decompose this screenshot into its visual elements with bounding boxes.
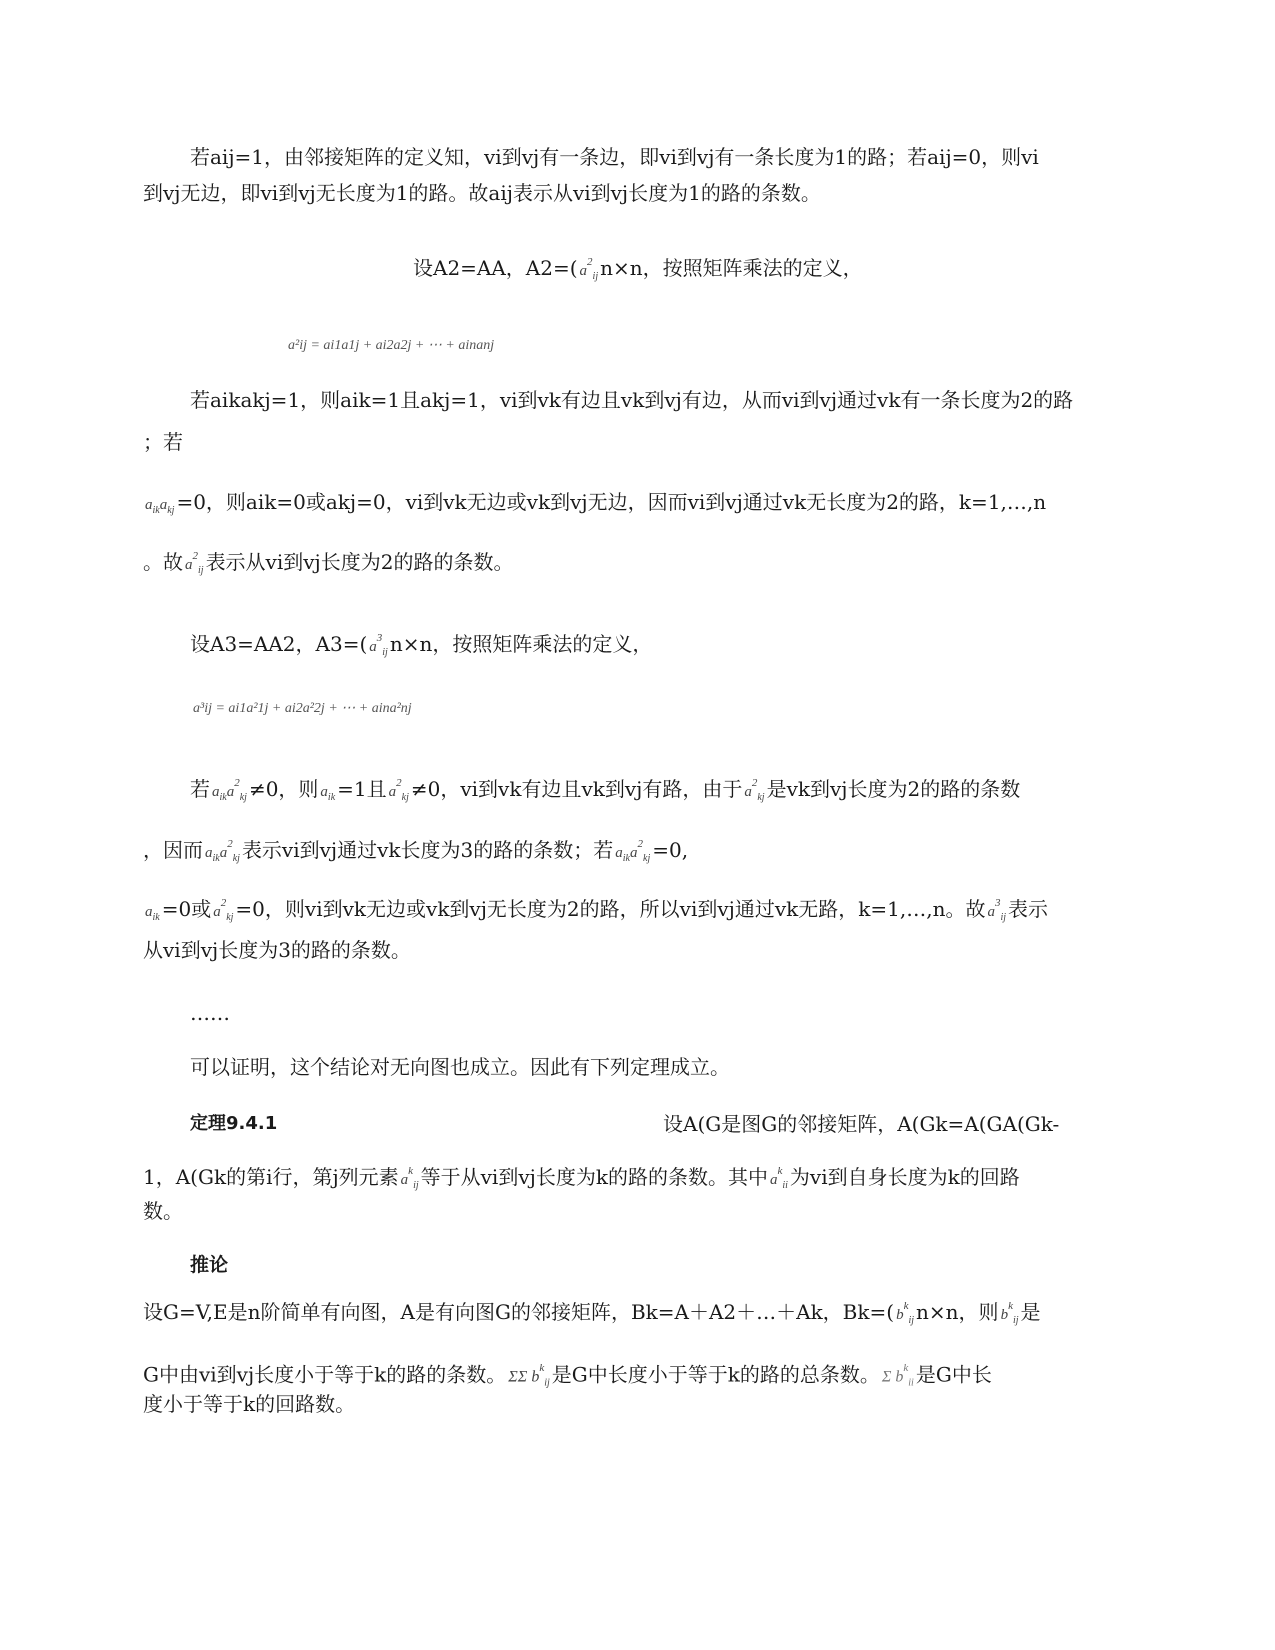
theorem-l2a: 1，A(Gk的第i行，第j列元素	[143, 1165, 399, 1189]
a-ij-3-symbol: $a^3_{ij}$	[369, 632, 388, 658]
aik-akj2-symbol: $a_{ik}a^2_{kj}$	[615, 838, 651, 864]
akj-2-symbol: $a^2_{kj}$	[213, 897, 234, 923]
corollary-l1c: 是	[1020, 1300, 1041, 1324]
p2-pre: 设A2=AA，A2=(	[413, 256, 578, 280]
a-ii-k-symbol: $a^k_{ii}$	[769, 1165, 788, 1191]
corollary-line2	[143, 1360, 992, 1396]
theorem-line3: 数。	[143, 1199, 183, 1223]
aik-akj2-symbol: $a_{ik}a^2_{kj}$	[212, 777, 247, 803]
theorem-line2	[143, 1163, 1020, 1198]
corollary-l1a: 设G=V,E是n阶简单有向图，A是有向图G的邻接矩阵，Bk=A＋A2＋…＋Ak，Bk=(	[143, 1300, 895, 1324]
a-ij-2-symbol: $a^2_{ij}$	[579, 256, 599, 282]
b-ij-k-symbol: $b^k_{ij}$	[896, 1300, 915, 1326]
p5-l1a: 若	[190, 777, 210, 801]
theorem-l2c: 为vi到自身长度为k的回路	[789, 1165, 1020, 1189]
akj-2-symbol: $a^2_{kj}$	[744, 777, 765, 803]
equation-a2: a²ij = ai1a1j + ai2a2j + ⋯ + ainanj	[288, 338, 495, 353]
double-sum-b-ij-k-symbol: ΣΣ $b^k_{ij}$	[508, 1362, 550, 1389]
p3-line4-pre: 。故	[143, 550, 183, 574]
p5-l3a: =0或	[161, 897, 212, 921]
p2-line	[413, 254, 863, 289]
theorem-l2b: 等于从vi到vj长度为k的路的条数。其中	[420, 1165, 768, 1189]
p5-l3c: 表示	[1008, 897, 1049, 921]
corollary-l1b: n×n，则	[916, 1300, 999, 1324]
p3-line2: ；若	[143, 430, 183, 454]
p5-l3b: =0，则vi到vk无边或vk到vj无长度为2的路，所以vi到vj通过vk无路，k=1,…,n。故	[235, 897, 986, 921]
p3-line1: 若aikakj=1，则aik=1且akj=1，vi到vk有边且vk到vj有边，从而vi到vj通过vk有一条长度为2的路	[190, 388, 1074, 412]
p1-line1: 若aij=1，由邻接矩阵的定义知，vi到vj有一条边，即vi到vj有一条长度为1的路；若aij=0，则vi	[190, 145, 1039, 169]
p5-l2a: ，因而	[143, 838, 203, 862]
p5-l1e: 是vk到vj长度为2的路的条数	[766, 777, 1021, 801]
p3-line4	[143, 548, 513, 583]
a-ij-2-symbol: $a^2_{ij}$	[185, 550, 204, 576]
corollary-l2c: 是G中长	[915, 1362, 992, 1387]
theorem-line1: 设A(G是图G的邻接矩阵，A(Gk=A(GA(Gk-	[663, 1112, 1060, 1136]
p3-line3	[143, 490, 1046, 523]
p5-l2c: =0,	[652, 838, 689, 862]
p3-line3-text: =0，则aik=0或akj=0，vi到vk无边或vk到vj无边，因而vi到vj通过vk无长度为2的路，k=1,…,n	[176, 490, 1047, 514]
p3-line4-post: 表示从vi到vj长度为2的路的条数。	[205, 550, 514, 574]
theorem-label: 定理9.4.1	[190, 1113, 278, 1134]
a-ij-3-symbol: $a^3_{ij}$	[987, 897, 1007, 923]
akj-2-symbol: $a^2_{kj}$	[388, 777, 409, 803]
aik-symbol: $a_{ik}$	[320, 784, 336, 803]
corollary-l2b: 是G中长度小于等于k的路的总条数。	[551, 1362, 880, 1387]
p4-post: n×n，按照矩阵乘法的定义，	[389, 632, 653, 656]
p5-line2	[143, 836, 688, 871]
corollary-l2a: G中由vi到vj长度小于等于k的路的条数。	[143, 1362, 507, 1387]
sum-b-ii-k-symbol: Σ $b^k_{ii}$	[881, 1362, 914, 1389]
aik-symbol: $a_{ik}$	[145, 904, 160, 923]
p2-post: n×n，按照矩阵乘法的定义，	[600, 256, 863, 280]
ellipsis: ……	[190, 1001, 230, 1025]
p5-l1b: ≠0，则	[248, 777, 319, 801]
b-ij-k-symbol: $b^k_{ij}$	[1000, 1300, 1019, 1326]
p5-line3	[143, 895, 1048, 930]
p5-l1c: =1且	[337, 777, 387, 801]
equation-a3: a³ij = ai1a²1j + ai2a²2j + ⋯ + aina²nj	[193, 701, 412, 716]
a-ij-k-symbol: $a^k_{ij}$	[400, 1165, 419, 1191]
aik-akj2-symbol: $a_{ik}a^2_{kj}$	[205, 838, 240, 864]
p1-line2: 到vj无边，即vi到vj无长度为1的路。故aij表示从vi到vj长度为1的路的条数。	[143, 181, 821, 205]
corollary-line3: 度小于等于k的回路数。	[143, 1392, 356, 1416]
p5-l2b: 表示vi到vj通过vk长度为3的路的条数；若	[241, 838, 614, 862]
aik-akj-symbol: $a_{ik}a_{kj}$	[145, 497, 175, 516]
p6: 可以证明，这个结论对无向图也成立。因此有下列定理成立。	[190, 1055, 730, 1079]
p5-line1	[190, 775, 1020, 810]
corollary-line1	[143, 1298, 1041, 1333]
p4-line	[190, 630, 652, 665]
corollary-label: 推论	[190, 1254, 229, 1276]
p4-pre: 设A3=AA2，A3=(	[190, 632, 368, 656]
p5-line4: 从vi到vj长度为3的路的条数。	[143, 938, 411, 962]
p5-l1d: ≠0，vi到vk有边且vk到vj有路，由于	[410, 777, 743, 801]
